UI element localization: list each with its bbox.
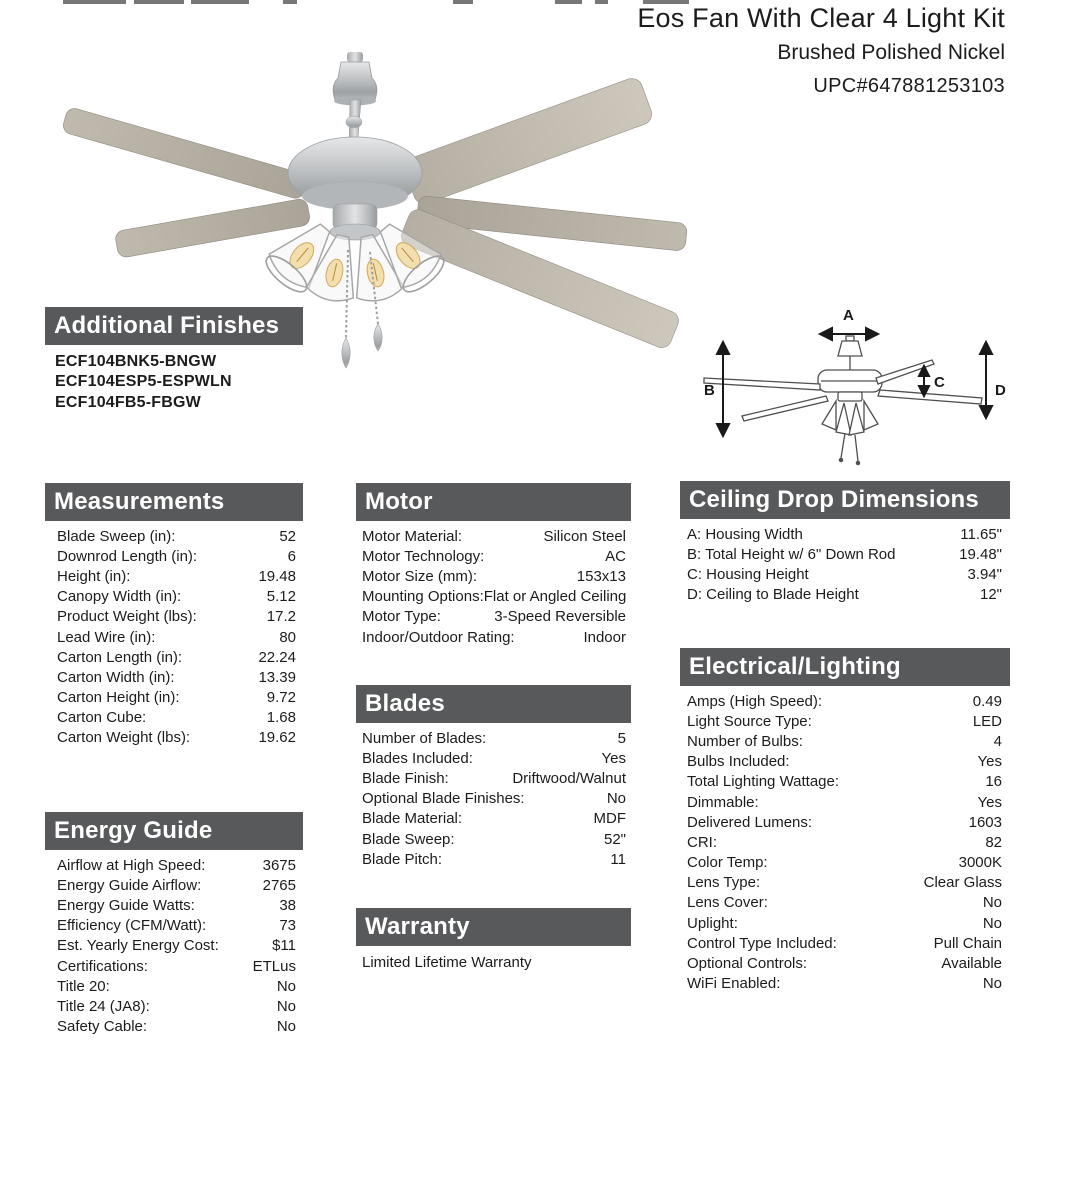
spec-row-value: No (276, 997, 296, 1015)
spec-row-value: Yes (601, 749, 626, 767)
spec-row (45, 627, 303, 647)
spec-row-value: Pull Chain (933, 934, 1002, 952)
diagram-light-shade (864, 401, 878, 430)
spec-row-label: Lens Type: (687, 874, 761, 892)
spec-row (45, 996, 303, 1016)
finish-code: ECF104BNK5-BNGW (55, 353, 217, 370)
spec-row-value: 17.2 (266, 608, 296, 626)
spec-row-label: Optional Controls: (687, 955, 808, 973)
spec-row-value: Yes (977, 793, 1002, 811)
fan-blade-upper-right (401, 75, 654, 206)
spec-row (356, 546, 631, 566)
spec-row-label: Number of Blades: (362, 729, 487, 747)
spec-row-value: 19.62 (258, 729, 296, 747)
spec-row (45, 708, 303, 728)
spec-row-label: Title 20: (57, 977, 110, 995)
spec-row-label: Blade Sweep (in): (57, 527, 176, 545)
dimension-label-b: B (704, 382, 715, 399)
page-finish-subtitle: Brushed Polished Nickel (777, 41, 1005, 64)
spec-row (45, 546, 303, 566)
spec-row-label: Carton Height (in): (57, 689, 180, 707)
spec-row-value: 52 (279, 527, 296, 545)
spec-row-value: Silicon Steel (543, 527, 626, 545)
spec-row (680, 564, 1010, 584)
spec-row-value: 4 (993, 732, 1002, 750)
spec-row-value: 3-Speed Reversible (494, 608, 626, 626)
spec-row-value: No (276, 977, 296, 995)
diagram-blade (878, 390, 982, 404)
spec-row-value: 19.48 (258, 567, 296, 585)
diagram-canopy (838, 341, 862, 356)
spec-row (356, 849, 631, 869)
motor-rows (356, 521, 631, 647)
spec-row-label: Motor Type: (362, 608, 441, 626)
spec-row-value: Yes (977, 753, 1002, 771)
spec-row-label: Blade Sweep: (362, 830, 455, 848)
section-header-electrical-lighting: Electrical/Lighting (680, 648, 1010, 686)
spec-row-label: Lens Cover: (687, 894, 768, 912)
spec-row-value: 3675 (262, 856, 296, 874)
spec-row-label: Product Weight (lbs): (57, 608, 197, 626)
spec-row-value: ETLus (252, 957, 296, 975)
spec-row (680, 544, 1010, 564)
finish-code: ECF104FB5-FBGW (55, 393, 201, 411)
spec-row (45, 1017, 303, 1037)
spec-row-label: Canopy Width (in): (57, 588, 182, 606)
diagram-blade (742, 396, 828, 421)
spec-row (45, 566, 303, 586)
spec-row-label: Total Lighting Wattage: (687, 773, 840, 791)
spec-row-value: $11 (272, 937, 296, 955)
spec-row-value: 2765 (262, 876, 296, 894)
spec-row-value: 5.12 (266, 588, 296, 606)
spec-row-value: No (276, 1018, 296, 1036)
spec-row-label: Indoor/Outdoor Rating: (362, 628, 515, 646)
spec-row-value: Driftwood/Walnut (512, 769, 626, 787)
spec-row-value: 11 (610, 850, 626, 868)
spec-row-value: 0.49 (972, 692, 1002, 710)
spec-row (356, 789, 631, 809)
section-header-energy-guide: Energy Guide (45, 812, 303, 850)
spec-row (680, 974, 1010, 994)
section-header-blades: Blades (356, 685, 631, 723)
remnant-dash (191, 0, 249, 4)
spec-row (45, 688, 303, 708)
spec-row-value: 153x13 (576, 567, 626, 585)
spec-row-label: B: Total Height w/ 6" Down Rod (687, 545, 896, 563)
spec-row-label: Est. Yearly Energy Cost: (57, 937, 219, 955)
spec-row-label: Airflow at High Speed: (57, 856, 206, 874)
pull-chain-fob (342, 338, 350, 368)
section-additional-finishes (45, 307, 303, 413)
spec-row (356, 748, 631, 768)
spec-row-label: Carton Cube: (57, 709, 147, 727)
spec-row (45, 936, 303, 956)
spec-row-value: MDF (593, 810, 626, 828)
spec-row (356, 607, 631, 627)
spec-row-value: No (982, 975, 1002, 993)
spec-row (45, 587, 303, 607)
spec-row (680, 812, 1010, 832)
spec-row (680, 913, 1010, 933)
spec-row-label: Lead Wire (in): (57, 628, 156, 646)
page-upc: UPC#647881253103 (813, 75, 1005, 97)
dimension-label-c: C (934, 374, 945, 391)
spec-row (680, 691, 1010, 711)
spec-row-value: No (982, 894, 1002, 912)
spec-row-value: Flat or Angled Ceiling (483, 588, 627, 606)
spec-row-label: Carton Weight (lbs): (57, 729, 191, 747)
spec-row-value: 19.48" (959, 545, 1002, 563)
fan-canopy (333, 52, 377, 106)
spec-row-label: Delivered Lumens: (687, 813, 813, 831)
remnant-dash (595, 0, 608, 4)
spec-row-value: Indoor (583, 628, 626, 646)
spec-row-label: Blade Finish: (362, 769, 449, 787)
spec-row-label: Blades Included: (362, 749, 473, 767)
ceiling-drop-diagram (690, 300, 1020, 475)
spec-row-label: Uplight: (687, 914, 738, 932)
spec-row (680, 933, 1010, 953)
spec-row (45, 916, 303, 936)
spec-row (45, 526, 303, 546)
section-header-warranty: Warranty (356, 908, 631, 946)
spec-row-value: 9.72 (266, 689, 296, 707)
blades-rows (356, 723, 631, 869)
spec-row (680, 953, 1010, 973)
page-title: Eos Fan With Clear 4 Light Kit (637, 3, 1005, 33)
pull-chain-fob (374, 324, 382, 351)
diagram-light-shade (849, 403, 864, 435)
spec-row (356, 728, 631, 748)
spec-row-label: Number of Bulbs: (687, 732, 803, 750)
spec-row-label: Downrod Length (in): (57, 547, 198, 565)
spec-row-value: 73 (279, 917, 296, 935)
section-electrical-lighting (680, 648, 1010, 994)
spec-row (680, 711, 1010, 731)
spec-row (356, 809, 631, 829)
downrod-coupler (346, 116, 362, 128)
spec-row-label: Optional Blade Finishes: (362, 790, 525, 808)
diagram-light-shade (836, 403, 851, 435)
spec-row (45, 895, 303, 915)
spec-row-value: 3.94" (967, 565, 1002, 583)
spec-row-value: 1603 (968, 813, 1002, 831)
spec-row-label: A: Housing Width (687, 525, 803, 543)
spec-row-label: CRI: (687, 833, 717, 851)
diagram-hub (838, 392, 862, 401)
spec-row-value: 5 (617, 729, 626, 747)
finish-code: ECF104ESP5-ESPWLN (55, 373, 232, 391)
spec-row-value: 6 (287, 547, 296, 565)
spec-row-label: C: Housing Height (687, 565, 809, 583)
energy-guide-rows (45, 850, 303, 1037)
spec-row-label: Energy Guide Watts: (57, 896, 195, 914)
spec-row-value: Clear Glass (923, 874, 1002, 892)
spec-row (680, 873, 1010, 893)
spec-row-label: Height (in): (57, 567, 131, 585)
measurements-rows (45, 521, 303, 748)
spec-row-value: LED (972, 712, 1002, 730)
diagram-light-shade (822, 401, 836, 430)
section-blades (356, 685, 631, 869)
title-block (637, 2, 1005, 98)
spec-row (45, 728, 303, 748)
spec-row-label: Title 24 (JA8): (57, 997, 150, 1015)
spec-row-label: Energy Guide Airflow: (57, 876, 202, 894)
finish-code-list (45, 345, 303, 413)
spec-row-label: Safety Cable: (57, 1018, 148, 1036)
spec-row-label: Motor Technology: (362, 547, 485, 565)
spec-row (356, 768, 631, 788)
spec-row-label: Motor Size (mm): (362, 567, 478, 585)
spec-row (680, 853, 1010, 873)
spec-row-label: Light Source Type: (687, 712, 812, 730)
fan-motor-housing (288, 137, 422, 240)
spec-row-value: No (982, 914, 1002, 932)
spec-row (45, 647, 303, 667)
spec-row-label: Color Temp: (687, 854, 768, 872)
section-ceiling-drop-dimensions (680, 481, 1010, 605)
spec-row-value: 13.39 (258, 668, 296, 686)
spec-row-label: Efficiency (CFM/Watt): (57, 917, 207, 935)
spec-row-label: Blade Pitch: (362, 850, 443, 868)
spec-row (45, 607, 303, 627)
electrical-lighting-rows (680, 686, 1010, 994)
remnant-dash (283, 0, 297, 4)
spec-row-label: Bulbs Included: (687, 753, 790, 771)
spec-row (680, 832, 1010, 852)
remnant-dash (134, 0, 184, 4)
spec-row-label: WiFi Enabled: (687, 975, 781, 993)
spec-row (356, 627, 631, 647)
spec-row-value: 52" (603, 830, 626, 848)
spec-row-label: Dimmable: (687, 793, 759, 811)
product-photo-ceiling-fan (30, 38, 690, 488)
ceiling-drop-rows (680, 519, 1010, 605)
spec-row (45, 875, 303, 895)
section-header-ceiling-drop-dimensions: Ceiling Drop Dimensions (680, 481, 1010, 519)
section-header-measurements: Measurements (45, 483, 303, 521)
spec-row (356, 829, 631, 849)
spec-row-value: 80 (279, 628, 296, 646)
section-motor (356, 483, 631, 647)
spec-row (45, 855, 303, 875)
spec-row (356, 587, 631, 607)
spec-row (45, 976, 303, 996)
spec-row-label: Carton Length (in): (57, 648, 183, 666)
spec-row (45, 956, 303, 976)
section-warranty (356, 908, 631, 971)
section-header-additional-finishes: Additional Finishes (45, 307, 303, 345)
spec-row (356, 566, 631, 586)
spec-row (680, 792, 1010, 812)
spec-row (356, 526, 631, 546)
diagram-blade (704, 378, 820, 390)
spec-row (680, 752, 1010, 772)
spec-row-label: Mounting Options: (362, 588, 484, 606)
spec-row (680, 585, 1010, 605)
remnant-dash (555, 0, 582, 4)
dimension-label-d: D (995, 382, 1006, 399)
spec-row-label: Motor Material: (362, 527, 463, 545)
section-measurements (45, 483, 303, 748)
spec-row-label: Blade Material: (362, 810, 463, 828)
remnant-dash (63, 0, 126, 4)
spec-row-value: 12" (979, 586, 1002, 604)
spec-row-value: Available (941, 955, 1002, 973)
spec-row-value: 11.65" (960, 525, 1002, 543)
spec-row-value: 3000K (958, 854, 1002, 872)
spec-row-value: 22.24 (258, 648, 296, 666)
fan-blade-upper-left (61, 106, 308, 200)
spec-row (680, 524, 1010, 544)
spec-row-value: AC (605, 547, 626, 565)
spec-row-value: 82 (985, 833, 1002, 851)
remnant-dash (453, 0, 473, 4)
spec-row-label: Control Type Included: (687, 934, 837, 952)
spec-row-label: D: Ceiling to Blade Height (687, 586, 859, 604)
spec-row-label: Carton Width (in): (57, 668, 175, 686)
spec-row-value: 38 (279, 896, 296, 914)
spec-row-label: Amps (High Speed): (687, 692, 823, 710)
dimension-label-a: A (843, 307, 854, 324)
warranty-text: Limited Lifetime Warranty (362, 954, 532, 971)
spec-row-value: 1.68 (266, 709, 296, 727)
spec-row (680, 893, 1010, 913)
spec-row (680, 772, 1010, 792)
spec-row-value: No (606, 790, 626, 808)
diagram-canopy-knob (846, 336, 854, 341)
spec-row-label: Certifications: (57, 957, 148, 975)
spec-row (45, 667, 303, 687)
section-energy-guide (45, 812, 303, 1037)
section-header-motor: Motor (356, 483, 631, 521)
spec-row-value: 16 (985, 773, 1002, 791)
spec-row (680, 731, 1010, 751)
